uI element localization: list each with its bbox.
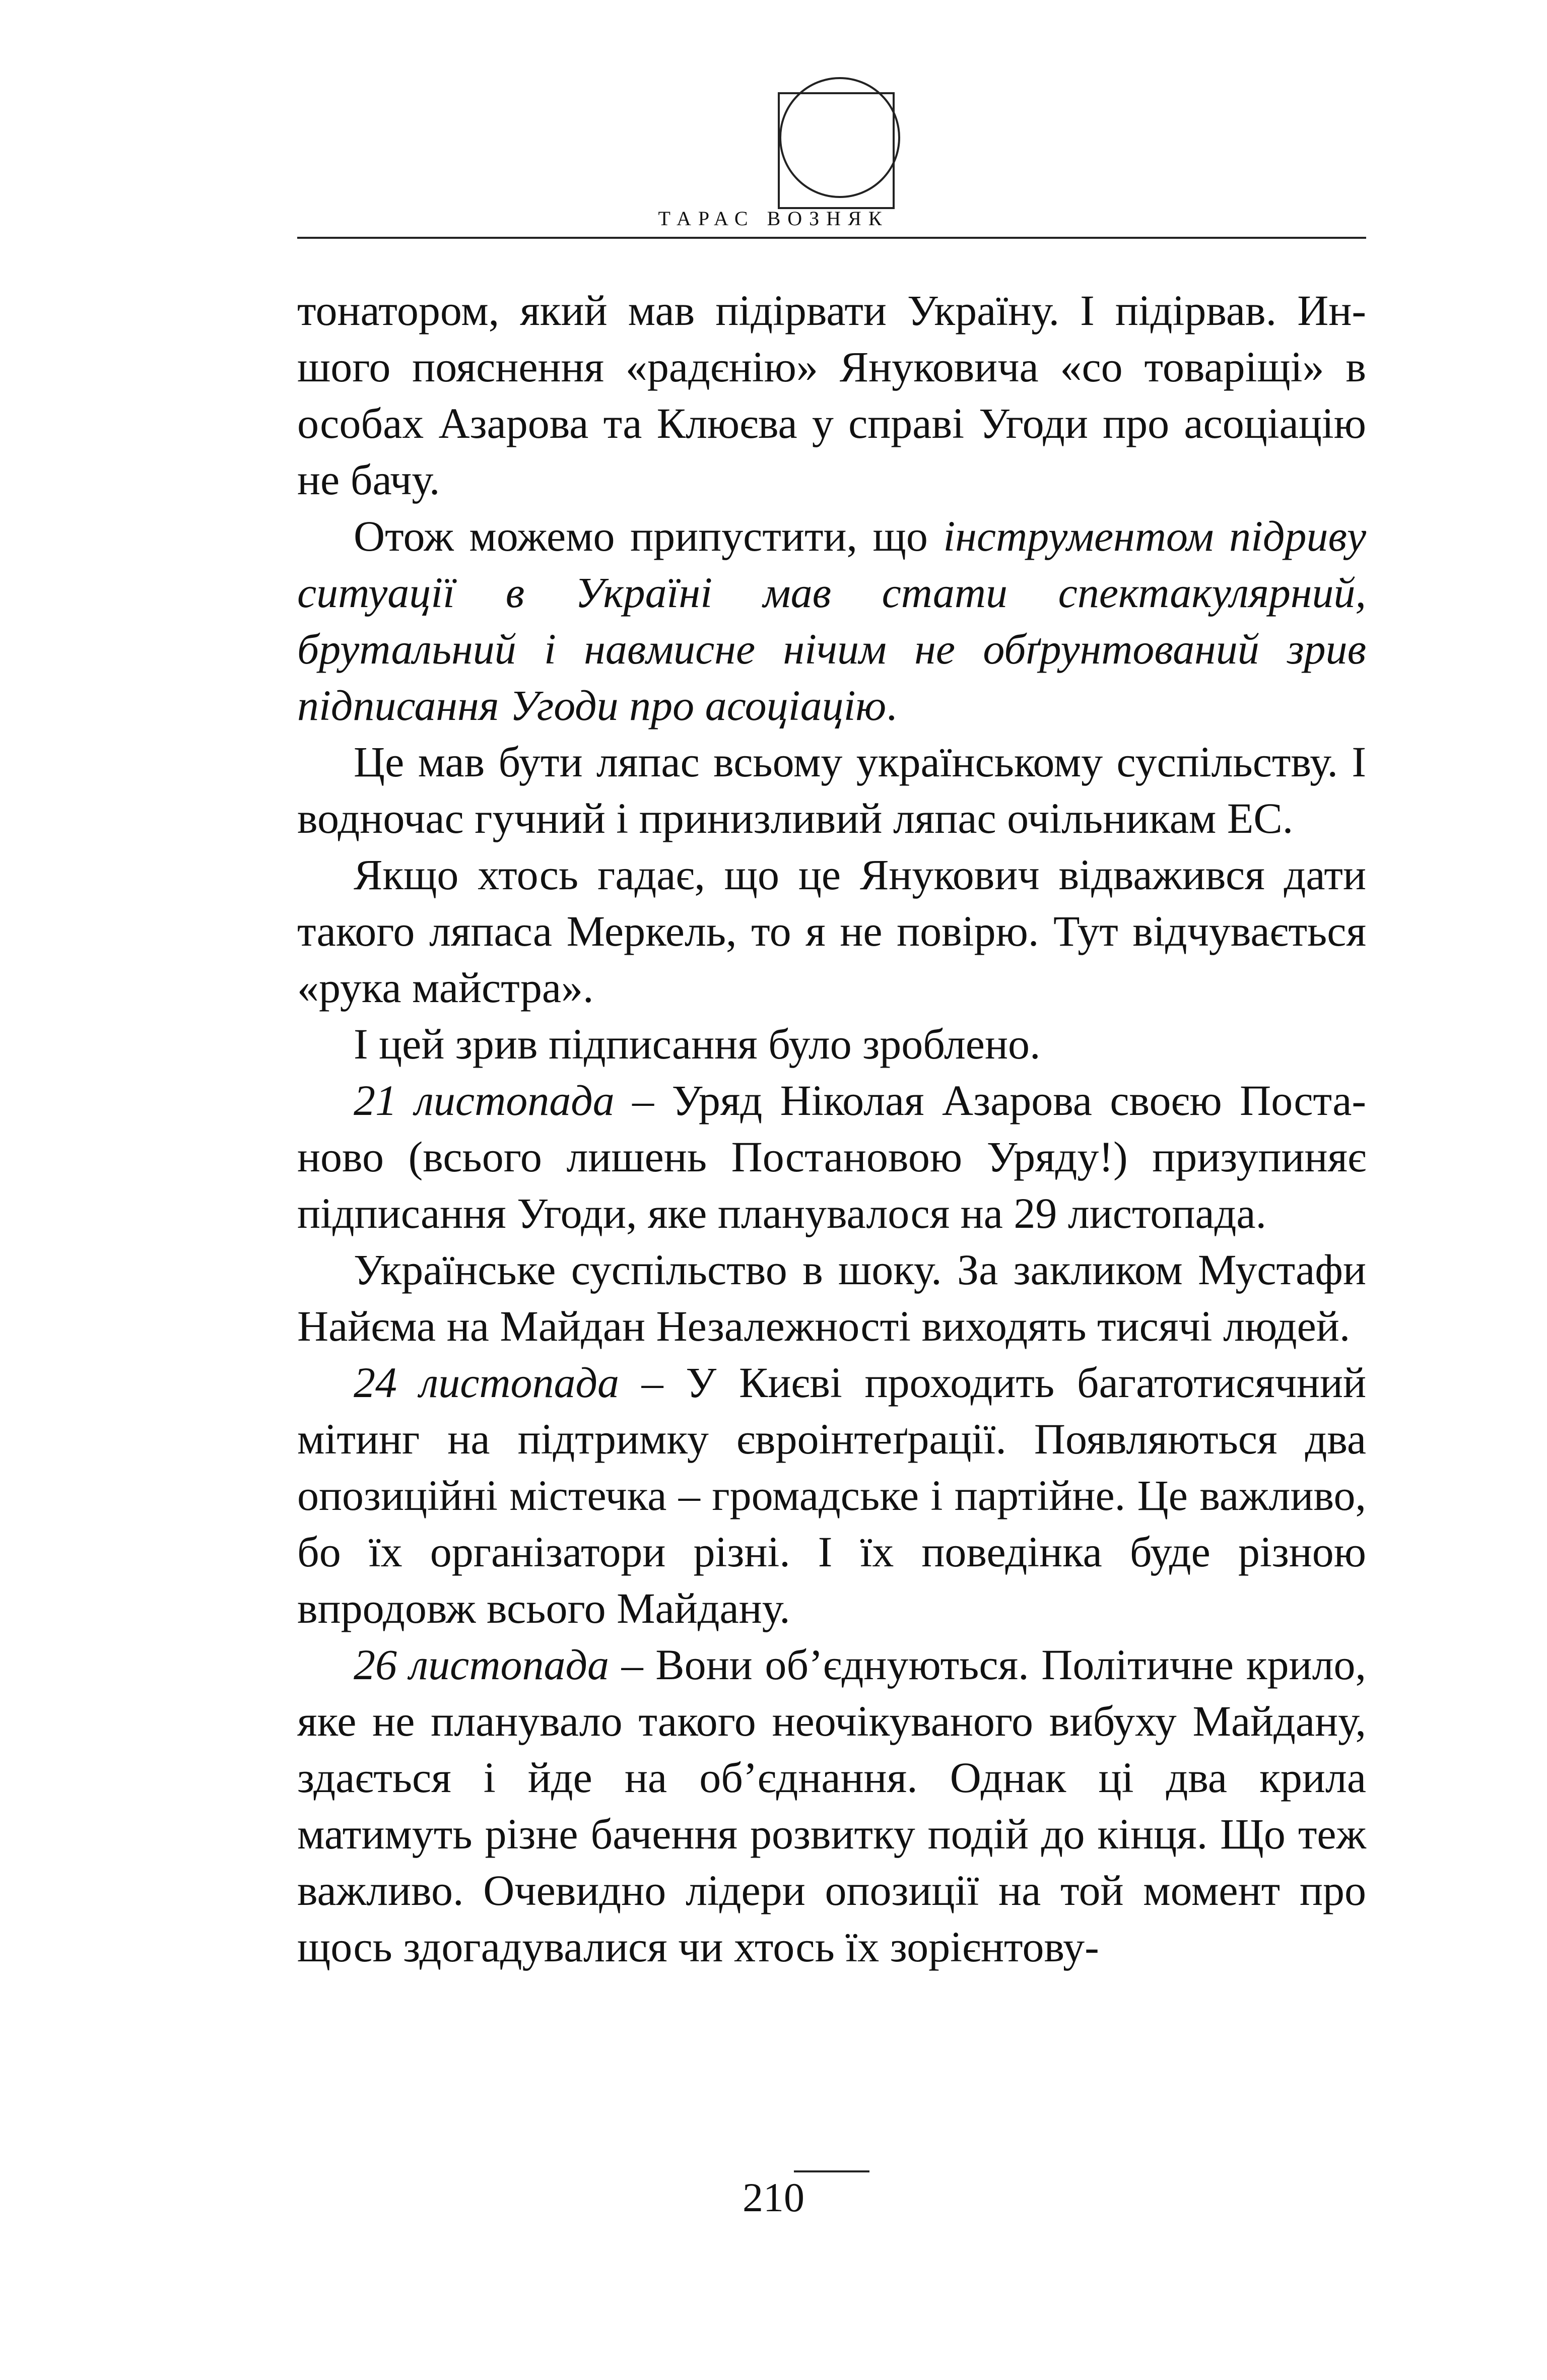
text-run: . [886, 681, 897, 730]
text-run: Українське суспільство в шоку. За закликом Мустафи Найєма на Майдан Незалежності виходять тисячі людей. [297, 1245, 1366, 1350]
paragraph [297, 846, 1366, 1016]
paragraph [297, 282, 1366, 508]
body-text [297, 282, 1366, 1975]
paragraph [297, 1354, 1366, 1636]
paragraph [297, 1636, 1366, 1975]
running-header-author: ТАРАС ВОЗНЯК [658, 207, 889, 230]
paragraph [297, 508, 1366, 734]
text-run: Отож можемо припустити, що [354, 512, 944, 560]
paragraph [297, 1072, 1366, 1241]
italic-run: 24 листопада [354, 1358, 619, 1407]
text-run: Це мав бути ляпас всьому українському суспільству. І водночас гучний і принизливий ляпас очільникам ЕС. [297, 738, 1366, 842]
text-run: – Уряд Ніколая Азарова своєю Постаново (всього лишень Постановою Уряду!) призупиняє підписання Угоди, яке планувалося на 29 листопада. [297, 1076, 1367, 1237]
paragraph [297, 734, 1366, 846]
paragraph [297, 1241, 1366, 1354]
text-run: Якщо хтось гадає, що це Янукович відважився дати такого ляпаса Меркель, то я не повірю. Тут відчувається «рука майстра». [297, 850, 1366, 1012]
text-run: – У Києві проходить багатотисячний мітинг на підтримку євроінтеґрації. Появляються два опозиційні містечка – громадське і партійне. Це важливо, бо їх організатори різні. І їх поведінка буде різною впродовж всього Майдану. [297, 1358, 1367, 1632]
text-run: тонатором, який мав підірвати Україну. І підірвав. Иншого пояснення «радєнію» Януковича «со товаріщі» в особах Азарова та Клюєва у справі Угоди про асоціацію не бачу. [297, 286, 1366, 504]
paragraph [297, 1016, 1366, 1072]
italic-run: інструментом підриву ситуації в Україні мав стати спектакулярний, брутальний і навмисне нічим не обґрунтований зрив підписання Угоди про асоціацію [297, 512, 1366, 730]
text-run: – Вони об’єднуються. Політичне крило, яке не планувало такого неочікуваного вибуху Майдану, здається і йде на об’єднання. Однак ці два крила матимуть різне бачення розвитку подій до кінця. Що теж важливо. Очевидно лідери опозиції на той момент про щось здогадувалися чи хтось їх зорієнтову- [297, 1640, 1366, 1971]
circle-square-emblem-icon [772, 73, 908, 209]
italic-run: 26 листопада [354, 1640, 609, 1689]
text-run: І цей зрив підписання було зроблено. [354, 1020, 1041, 1068]
italic-run: 21 листопада [354, 1076, 615, 1125]
header-divider [297, 237, 1366, 239]
page-number: 210 [743, 2174, 804, 2220]
